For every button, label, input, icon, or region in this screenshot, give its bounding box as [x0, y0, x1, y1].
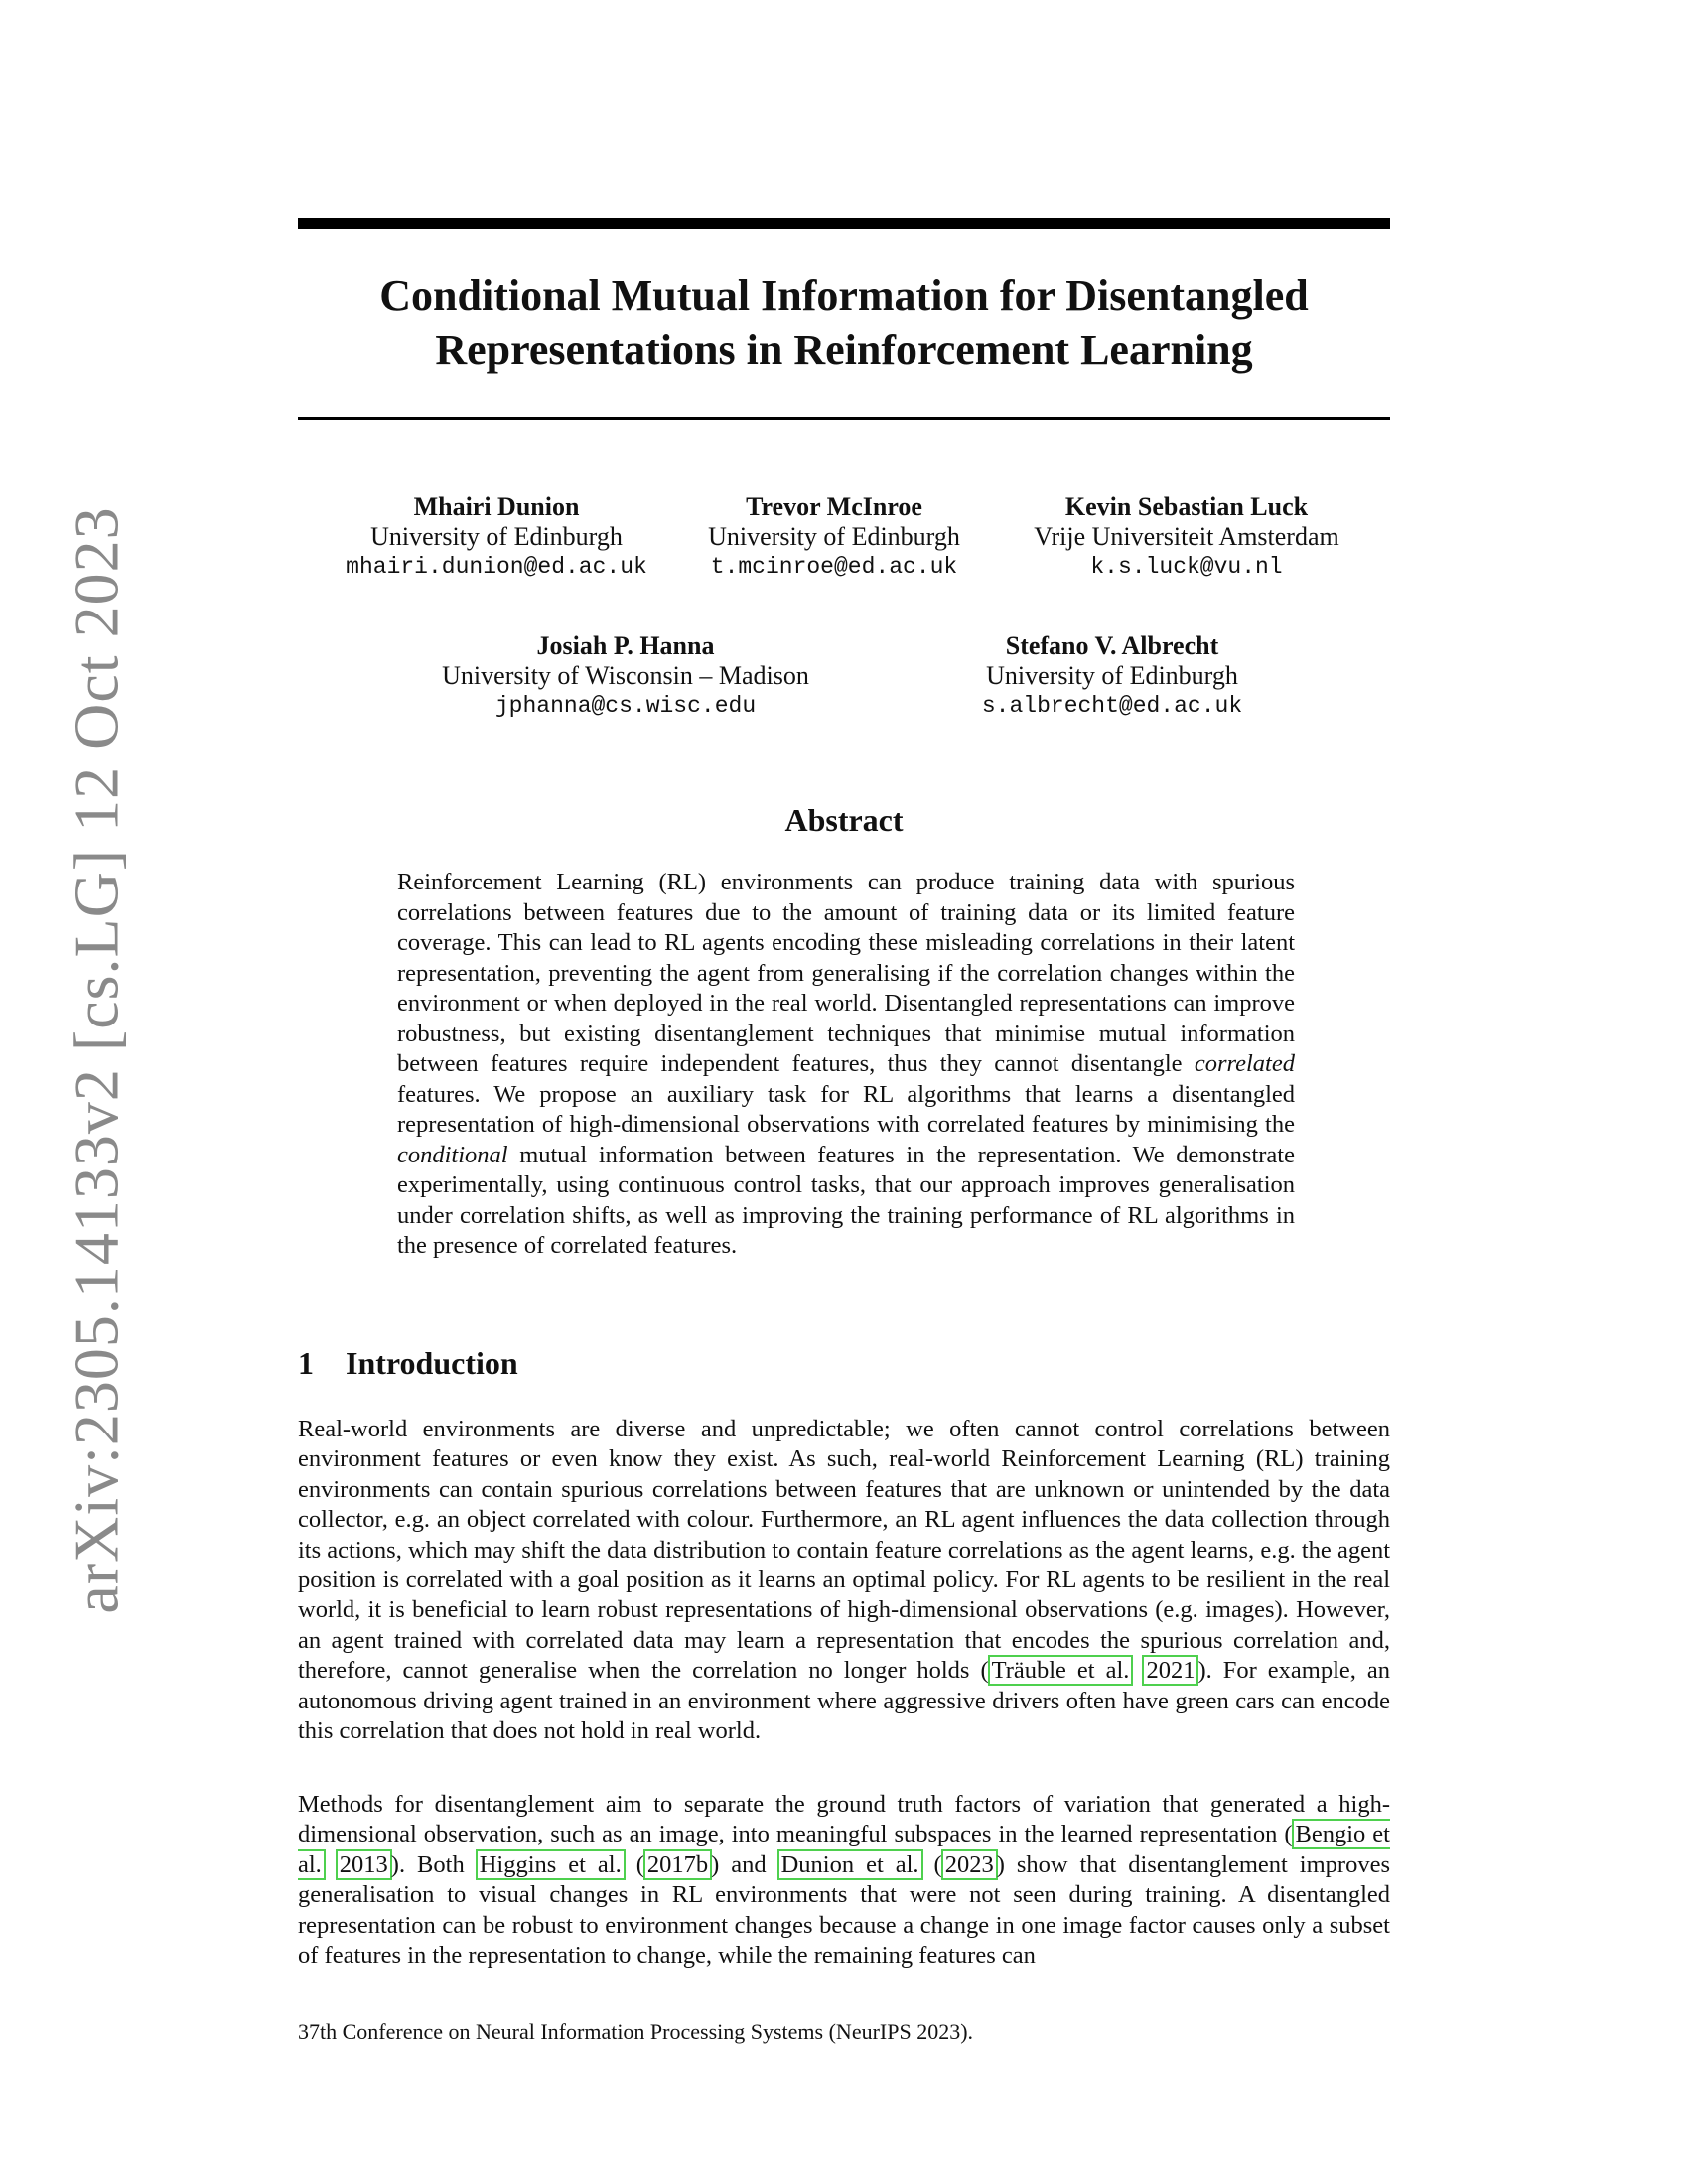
paragraph-text: show that disentanglement improves generalisation to visual changes in RL environments that were not seen during training. A disentangled representation can be robust to environment changes because a change in one image factor causes only a subset of features in the representation to change, while the remaining features can: [298, 1850, 1390, 1970]
abstract-heading: Abstract: [784, 802, 904, 838]
section-heading: [298, 1345, 518, 1382]
author-email: mhairi.dunion@ed.ac.uk: [346, 554, 647, 580]
author-affiliation: University of Edinburgh: [986, 661, 1238, 690]
citation-year-link[interactable]: 2017b: [643, 1849, 712, 1880]
author-block: [953, 631, 1271, 721]
author-affiliation: University of Edinburgh: [708, 522, 960, 551]
author-affiliation: Vrije Universiteit Amsterdam: [1034, 522, 1339, 551]
author-name: Josiah P. Hanna: [536, 631, 715, 660]
citation-year-link[interactable]: 2023: [941, 1849, 998, 1880]
arxiv-sidebar-stamp: [50, 506, 145, 1614]
citation-link[interactable]: Higgins et al.: [476, 1849, 626, 1880]
author-affiliation: University of Edinburgh: [370, 522, 623, 551]
title-bottom-rule: [298, 417, 1390, 420]
author-block: [1003, 492, 1370, 582]
citation-year-link[interactable]: 2021: [1142, 1655, 1198, 1686]
abstract-emphasis: conditional: [397, 1141, 508, 1168]
author-email: t.mcinroe@ed.ac.uk: [710, 554, 958, 580]
title-top-rule: [298, 218, 1390, 229]
paragraph-text: ). For example, an autonomous driving agent trained in an environment where aggressive drivers often have green cars can encode this correlation that does not hold in real world.: [298, 1657, 1390, 1745]
author-email: k.s.luck@vu.nl: [1090, 554, 1283, 580]
citation-year-link[interactable]: 2013: [336, 1849, 392, 1880]
title-line-1: Conditional Mutual Information for Disentangled: [379, 271, 1309, 320]
citation-link[interactable]: Dunion et al.: [777, 1849, 923, 1880]
abstract-text-part: Reinforcement Learning (RL) environments can produce training data with spurious correlations between features due to the amount of training data or its limited feature coverage. This can lead to RL agents encoding these misleading correlations in their latent representation, preventing the agent from generalising if the correlation changes within the environment or when deployed in the real world. Disentangled representations can improve robustness, but existing disentanglement techniques that minimise mutual information between features require independent features, thus they cannot disentangle: [397, 869, 1295, 1077]
citation-link[interactable]: Bengio et al.: [298, 1821, 1390, 1878]
author-block: [685, 492, 983, 582]
author-block: [318, 492, 675, 582]
abstract-text-part: features. We propose an auxiliary task for RL algorithms that learns a disentangled representation of high-dimensional observations with correlated features by minimising the: [397, 1080, 1295, 1138]
paragraph-text: ). Both: [390, 1850, 477, 1878]
conference-footnote: 37th Conference on Neural Information Processing Systems (NeurIPS 2023).: [298, 2019, 974, 2044]
paper-title: [298, 268, 1390, 377]
author-email: jphanna@cs.wisc.edu: [494, 693, 757, 719]
abstract-text: [397, 868, 1295, 1262]
citation-link[interactable]: Träuble et al.: [988, 1655, 1134, 1686]
author-block: [417, 631, 834, 721]
abstract-text-part: mutual information between features in the representation. We demonstrate experimentally, using continuous control tasks, that our approach improves generalisation under correlation shifts, as well as improving the training performance of RL algorithms in the presence of correlated features.: [397, 1141, 1295, 1259]
section-title: Introduction: [346, 1345, 518, 1381]
paragraph-text: Methods for disentanglement aim to separate the ground truth factors of variation that generated a high-dimensional observation, such as an image, into meaningful subspaces in the learned representation (: [298, 1791, 1390, 1848]
author-name: Kevin Sebastian Luck: [1064, 492, 1309, 521]
arxiv-identifier: arXiv:2305.14133v2 [cs.LG] 12 Oct 2023: [62, 506, 132, 1614]
intro-paragraph-1: [298, 1415, 1390, 1746]
paragraph-text: and: [719, 1850, 778, 1878]
paragraph-text: Real-world environments are diverse and unpredictable; we often cannot control correlations between environment features or even know they exist. As such, real-world Reinforcement Learning (RL) training environments can contain spurious correlations between features that are unknown or unintended by the data collector, e.g. an object correlated with colour. Furthermore, an RL agent influences the data collection through its actions, which may shift the data distribution to contain feature correlations as the agent learns, e.g. the agent position is correlated with a goal position as it learns an optimal policy. For RL agents to be resilient in the real world, it is beneficial to learn robust representations of high-dimensional observations (e.g. images). However, an agent trained with correlated data may learn a representation that encodes the spurious correlation and, therefore, cannot generalise when the correlation no longer holds (: [298, 1416, 1390, 1685]
author-name: Trevor McInroe: [746, 492, 922, 521]
title-line-2: Representations in Reinforcement Learning: [435, 326, 1253, 374]
author-name: Mhairi Dunion: [413, 492, 580, 521]
intro-paragraph-2: Methods for disentanglement aim to separate the ground truth factors of variation that generated a high-dimensional observation, such as an image, into meaningful subspaces in the learned representation ( Bengio et al. 2013 ). Both Higgins et al. ( 2017b ) and Dunion et al. ( 2023 ) show that disentanglement improves generalisation to visual changes in RL environments that were not seen during training. A disentangled representation can be robust to environment changes because a change in one image factor causes only a subset of features in the representation to change, while the remaining features can: [298, 1791, 1390, 1970]
author-affiliation: University of Wisconsin – Madison: [442, 661, 809, 690]
section-number: 1: [298, 1345, 314, 1381]
abstract-emphasis: correlated: [1194, 1050, 1295, 1077]
author-name: Stefano V. Albrecht: [1005, 631, 1219, 660]
author-email: s.albrecht@ed.ac.uk: [981, 693, 1243, 719]
